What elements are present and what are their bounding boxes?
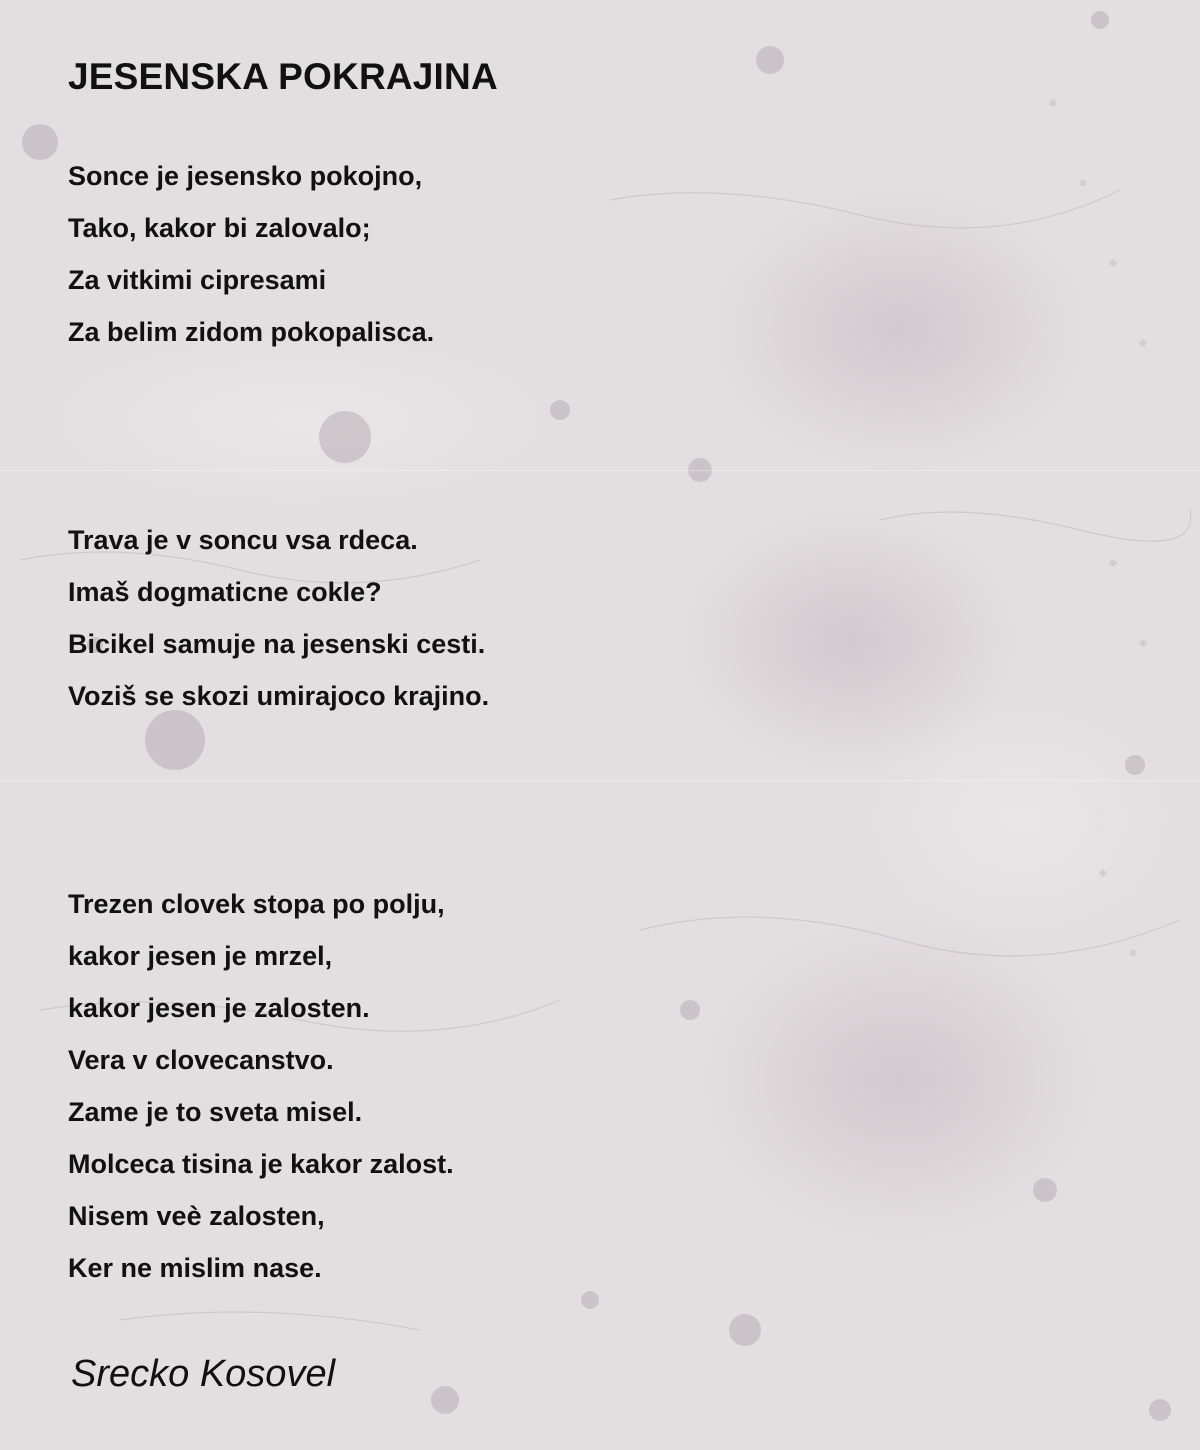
poem-line: Sonce je jesensko pokojno, (68, 161, 423, 191)
poem-line: Molceca tisina je kakor zalost. (68, 1149, 454, 1179)
poem-line: Ker ne mislim nase. (68, 1253, 322, 1283)
poem-line: Nisem veè zalosten, (68, 1201, 325, 1231)
poem-line: Trava je v soncu vsa rdeca. (68, 525, 418, 555)
poem-line: Voziš se skozi umirajoco krajino. (68, 681, 490, 711)
stanza-3 (68, 878, 454, 1294)
background-seam (0, 780, 1200, 781)
poem-line: Zame je to sveta misel. (68, 1097, 363, 1127)
poem-line: Imaš dogmaticne cokle? (68, 577, 382, 607)
stanza-2 (68, 514, 489, 722)
poem-line: Za belim zidom pokopalisca. (68, 317, 435, 347)
poem-line: Bicikel samuje na jesenski cesti. (68, 629, 486, 659)
background-seam (0, 470, 1200, 471)
poem-line: Tako, kakor bi zalovalo; (68, 213, 371, 243)
poem-line: Vera v clovecanstvo. (68, 1045, 334, 1075)
poem-line: Trezen clovek stopa po polju, (68, 889, 445, 919)
poem-line: Za vitkimi cipresami (68, 265, 327, 295)
poem-author: Srecko Kosovel (71, 1353, 336, 1395)
poem-line: kakor jesen je zalosten. (68, 993, 370, 1023)
poem-title: JESENSKA POKRAJINA (68, 56, 498, 97)
poem-line: kakor jesen je mrzel, (68, 941, 333, 971)
stanza-1 (68, 150, 434, 358)
